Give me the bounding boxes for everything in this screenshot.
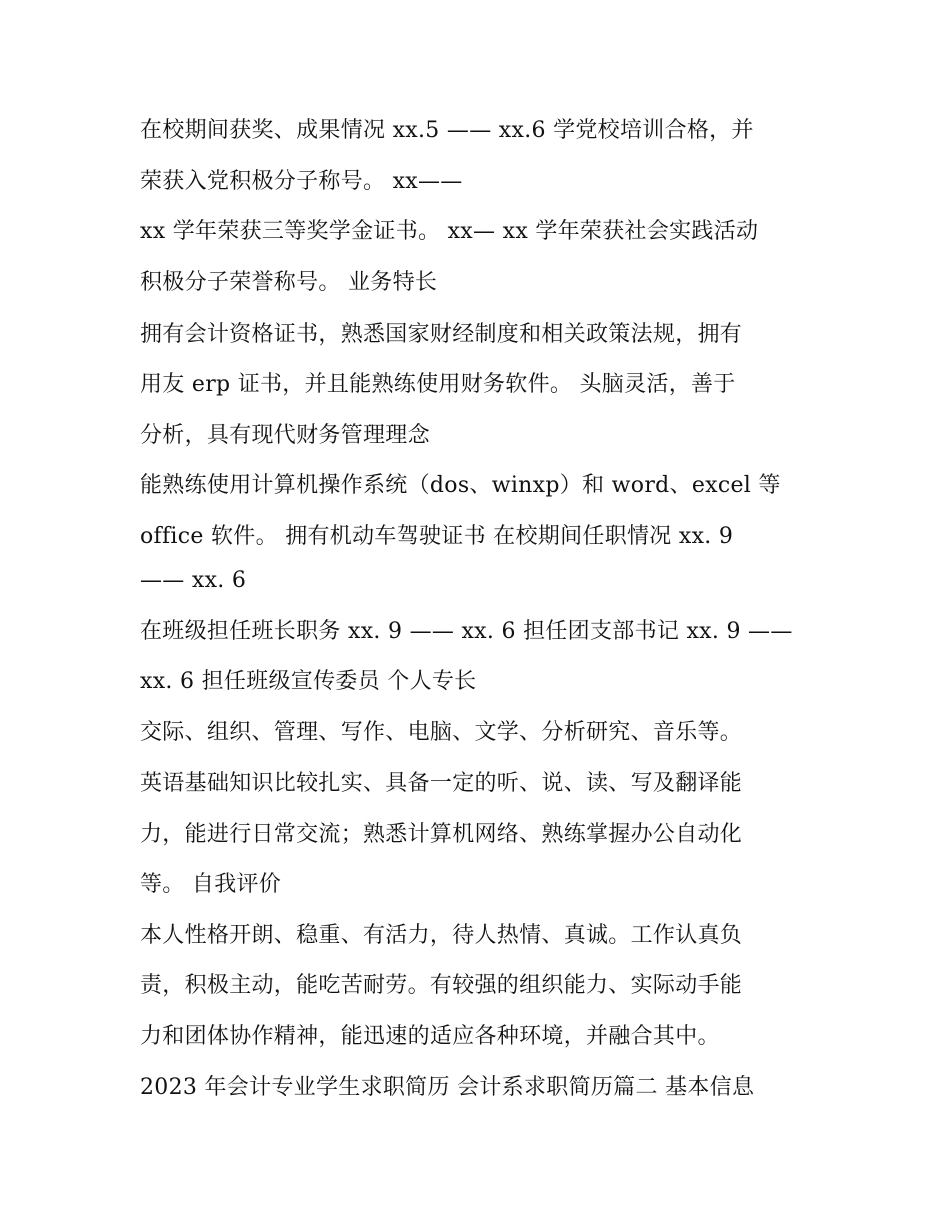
text-line: 本人性格开朗、稳重、有活力，待人热情、真诚。工作认真负 (140, 923, 743, 948)
text-line: 责，积极主动，能吃苦耐劳。有较强的组织能力、实际动手能 (140, 973, 743, 998)
text-line: xx 学年荣获三等奖学金证书。 xx— xx 学年荣获社会实践活动 (140, 219, 759, 244)
text-line: office 软件。 拥有机动车驾驶证书 在校期间任职情况 xx. 9 (140, 524, 734, 549)
text-line: 交际、组织、管理、写作、电脑、文学、分析研究、音乐等。 (140, 720, 743, 745)
text-line: 在校期间获奖、成果情况 xx.5 —— xx.6 学党校培训合格，并 (140, 118, 754, 143)
text-line: —— xx. 6 (140, 568, 247, 593)
text-line: 力，能进行日常交流；熟悉计算机网络、熟练掌握办公自动化 (140, 822, 743, 847)
text-line: 用友 erp 证书，并且能熟练使用财务软件。 头脑灵活，善于 (140, 372, 736, 397)
text-line: 荣获入党积极分子称号。 xx—— (140, 169, 463, 194)
text-line: 英语基础知识比较扎实、具备一定的听、说、读、写及翻译能 (140, 771, 743, 796)
text-line: 分析，具有现代财务管理理念 (140, 423, 430, 448)
text-line: 积极分子荣誉称号。 业务特长 (140, 270, 438, 295)
text-line: 拥有会计资格证书，熟悉国家财经制度和相关政策法规，拥有 (140, 322, 743, 347)
text-line: 2023 年会计专业学生求职简历 会计系求职简历篇二 基本信息 (140, 1075, 755, 1100)
text-line: 在班级担任班长职务 xx. 9 —— xx. 6 担任团支部书记 xx. 9 —— (140, 619, 793, 644)
text-line: xx. 6 担任班级宣传委员 个人专长 (140, 669, 477, 694)
text-line: 等。 自我评价 (140, 872, 282, 897)
text-line: 能熟练使用计算机操作系统（dos、winxp）和 word、excel 等 (140, 473, 781, 498)
text-line: 力和团体协作精神，能迅速的适应各种环境，并融合其中。 (140, 1024, 720, 1049)
